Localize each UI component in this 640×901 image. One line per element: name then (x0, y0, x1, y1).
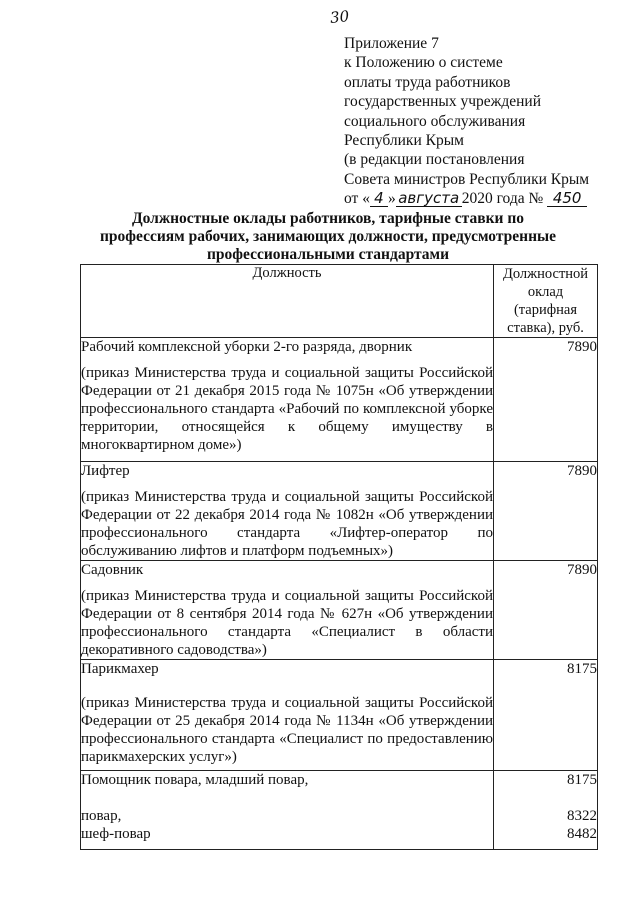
position-cell (81, 660, 494, 771)
table-row (81, 462, 598, 561)
date-year: 2020 года № (461, 190, 544, 208)
date-day: 4 (370, 191, 388, 207)
title-line: профессиональными стандартами (206, 246, 450, 263)
salary-cell: 7890 (494, 462, 598, 561)
appendix-line: Республики Крым (344, 131, 464, 149)
header-salary-line: (тарифная (513, 302, 578, 318)
appendix-block (344, 34, 634, 209)
salary-cell: 7890 (494, 338, 598, 462)
position-title: Садовник (81, 562, 144, 578)
title-line: Должностные оклады работников, тарифные ставки по (131, 210, 525, 227)
header-salary-line: ставка), руб. (507, 320, 584, 336)
position-title: повар, (81, 808, 122, 824)
position-title: шеф-повар (81, 826, 151, 842)
page-number: 30 (329, 7, 350, 27)
position-cell (81, 561, 494, 660)
appendix-date-line (344, 189, 634, 208)
position-reference: (приказ Министерства труда и социальной защиты Российской Федерации от 21 декабря 2015 года № 1075н «Об утверждении профессионального стандарта «Рабочий по комплексной уборке территории, относящейся к общему имуществу в многоквартирном доме») (81, 365, 493, 453)
header-position: Должность (81, 265, 494, 338)
header-salary-line: оклад (527, 284, 564, 300)
position-reference: (приказ Министерства труда и социальной защиты Российской Федерации от 8 сентября 2014 года № 627н «Об утверждении профессионального стандарта «Специалист в области декоративного садоводства») (81, 588, 493, 658)
appendix-line: Приложение 7 (344, 35, 439, 52)
header-salary (494, 265, 598, 338)
appendix-line: социального обслуживания (344, 112, 526, 130)
appendix-line: государственных учреждений (344, 93, 541, 111)
salary-cell: 8175 (494, 660, 598, 771)
salary-value: 8482 (567, 826, 597, 842)
table-row (81, 338, 598, 462)
salary-value: 8175 (567, 772, 597, 788)
page-title (88, 210, 568, 264)
position-title: Помощник повара, младший повар, (81, 772, 309, 788)
salary-cell: 7890 (494, 561, 598, 660)
table-row (81, 660, 598, 771)
appendix-line: Совета министров Республики Крым (344, 170, 590, 188)
title-line: профессиям рабочих, занимающих должности, предусмотренные (99, 228, 556, 245)
date-mid: » (387, 190, 396, 208)
date-month: августа (396, 191, 462, 207)
table-row (81, 771, 598, 850)
position-cell (81, 462, 494, 561)
date-number: 450 (547, 191, 587, 207)
position-reference: (приказ Министерства труда и социальной защиты Российской Федерации от 22 декабря 2014 года № 1082н «Об утверждении профессионального стандарта «Лифтер-оператор по обслуживанию лифтов и платформ подъемных») (81, 489, 493, 559)
salary-value: 8322 (567, 808, 597, 824)
position-title: Парикмахер (81, 661, 159, 677)
salary-table (80, 264, 598, 850)
appendix-line: к Положению о системе (344, 54, 503, 72)
position-title: Рабочий комплексной уборки 2-го разряда, дворник (81, 339, 413, 355)
salary-cell (494, 771, 598, 850)
position-title: Лифтер (81, 463, 130, 479)
position-reference: (приказ Министерства труда и социальной защиты Российской Федерации от 25 декабря 2014 года № 1134н «Об утверждении профессионального стандарта «Специалист по предоставлению парикмахерских услуг») (81, 695, 493, 765)
appendix-line: (в редакции постановления (344, 151, 525, 169)
header-salary-line: Должностной (502, 266, 589, 282)
appendix-line: оплаты труда работников (344, 73, 511, 91)
date-prefix: от « (344, 190, 370, 208)
table-row (81, 561, 598, 660)
position-cell (81, 338, 494, 462)
table-header-row (81, 265, 598, 338)
position-cell (81, 771, 494, 850)
